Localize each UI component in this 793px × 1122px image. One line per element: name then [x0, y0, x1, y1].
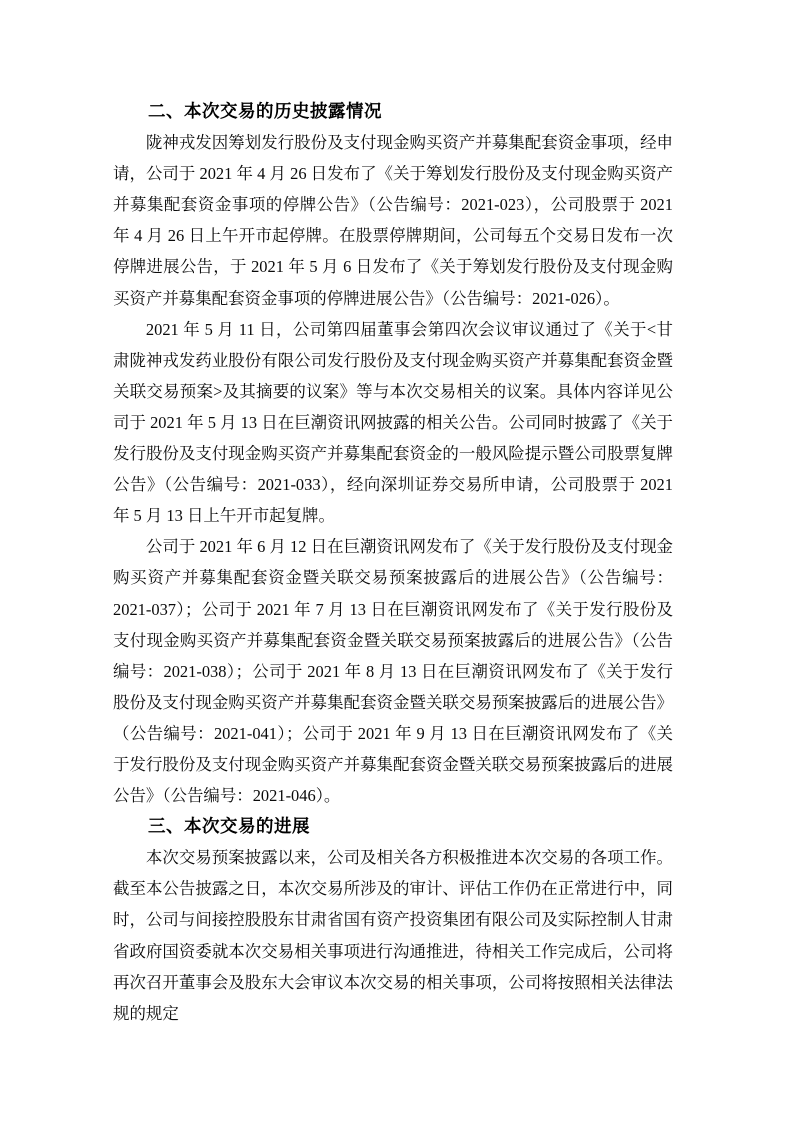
- paragraph-suspension-announcement: 陇神戎发因筹划发行股份及支付现金购买资产并募集配套资金事项，经申请，公司于 2021 年 4 月 26 日发布了《关于筹划发行股份及支付现金购买资产并募集配套资金事项的停牌公告》（公告编号：2021-023），公司股票于 2021 年 4 月 26 日上午开市起停牌。在股票停牌期间，公司每五个交易日发布一次停牌进展公告，于 2021 年 5 月 6 日发布了《关于筹划发行股份及支付现金购买资产并募集配套资金事项的停牌进展公告》（公告编号：2021-026）。: [113, 133, 673, 308]
- paragraph-progress-announcements: 公司于 2021 年 6 月 12 日在巨潮资讯网发布了《关于发行股份及支付现金购买资产并募集配套资金暨关联交易预案披露后的进展公告》（公告编号：2021-037）；公司于 2021 年 7 月 13 日在巨潮资讯网发布了《关于发行股份及支付现金购买资产并募集配套资金暨关联交易预案披露后的进展公告》（公告编号：2021-038）；公司于 2021 年 8 月 13 日在巨潮资讯网发布了《关于发行股份及支付现金购买资产并募集配套资金暨关联交易预案披露后的进展公告》（公告编号：2021-041）；公司于 2021 年 9 月 13 日在巨潮资讯网发布了《关于发行股份及支付现金购买资产并募集配套资金暨关联交易预案披露后的进展公告》（公告编号：2021-046）。: [113, 537, 673, 806]
- paragraph-board-meeting-resumption: 2021 年 5 月 11 日，公司第四届董事会第四次会议审议通过了《关于<甘肃陇神戎发药业股份有限公司发行股份及支付现金购买资产并募集配套资金暨关联交易预案>及其摘要的议案》等与本次交易相关的议案。具体内容详见公司于 2021 年 5 月 13 日在巨潮资讯网披露的相关公告。公司同时披露了《关于发行股份及支付现金购买资产并募集配套资金的一般风险提示暨公司股票复牌公告》（公告编号：2021-033），经向深圳证券交易所申请，公司股票于 2021 年 5 月 13 日上午开市起复牌。: [113, 319, 673, 526]
- paragraph-transaction-progress: 本次交易预案披露以来，公司及相关各方积极推进本次交易的各项工作。截至本公告披露之日，本次交易所涉及的审计、评估工作仍在正常进行中，同时，公司与间接控股股东甘肃省国有资产投资集团有限公司及实际控制人甘肃省政府国资委就本次交易相关事项进行沟通推进，待相关工作完成后，公司将再次召开董事会及股东大会审议本次交易的相关事项，公司将按照相关法律法规的规定: [113, 848, 673, 1023]
- section-heading-transaction-progress: 三、本次交易的进展: [148, 816, 310, 837]
- section-heading-history-disclosure: 二、本次交易的历史披露情况: [148, 101, 382, 121]
